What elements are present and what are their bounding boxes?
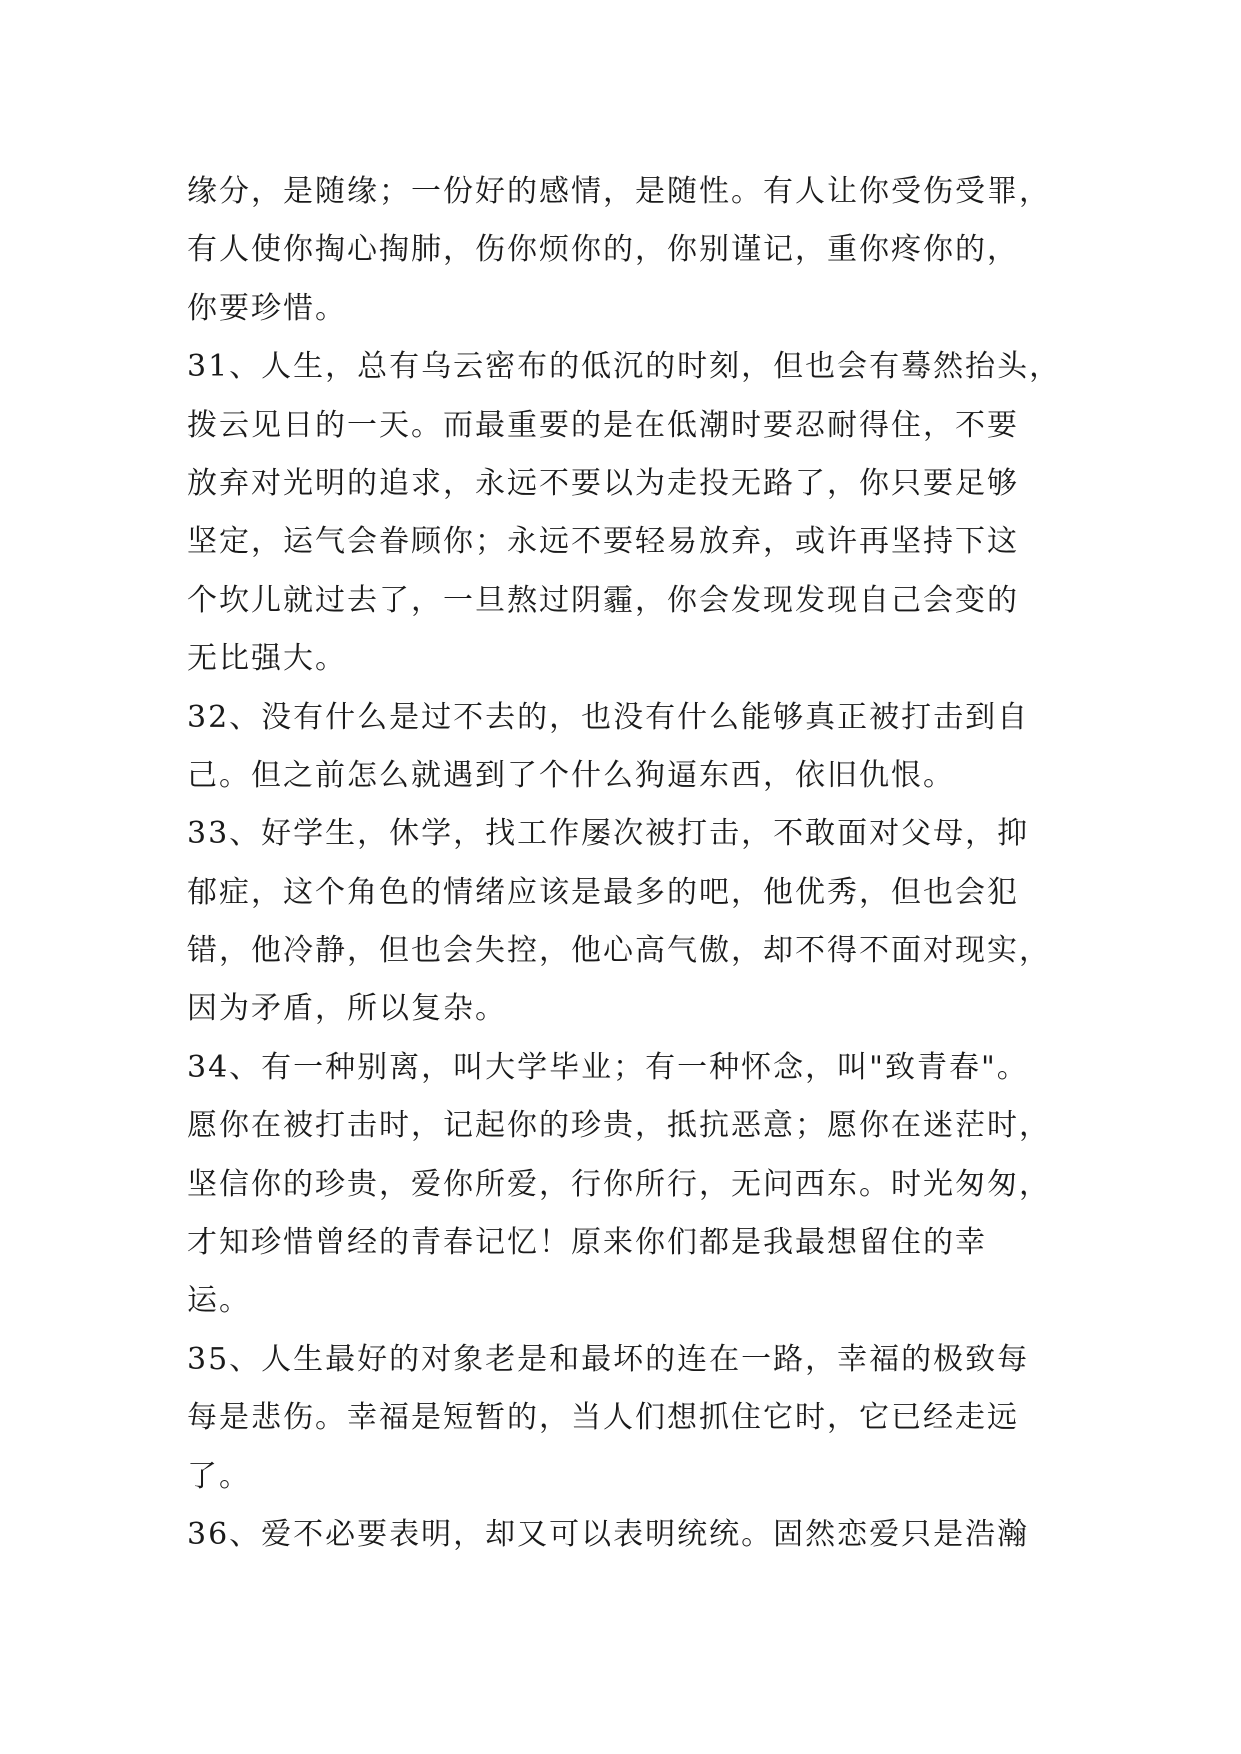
text-line: 无比强大。 — [187, 641, 347, 677]
text-line: 33、好学生，休学，找工作屡次被打击，不敢面对父母，抑 — [187, 816, 1030, 852]
text-line: 放弃对光明的追求，永远不要以为走投无路了，你只要足够 — [187, 465, 1019, 501]
text-line: 坚信你的珍贵，爱你所爱，行你所行，无问西东。时光匆匆， — [187, 1166, 1051, 1202]
text-line: 32、没有什么是过不去的，也没有什么能够真正被打击到自 — [187, 699, 1030, 735]
text-line: 个坎儿就过去了，一旦熬过阴霾，你会发现发现自己会变的 — [187, 582, 1019, 618]
text-line: 拨云见日的一天。而最重要的是在低潮时要忍耐得住，不要 — [187, 407, 1019, 443]
text-line: 31、人生，总有乌云密布的低沉的时刻，但也会有蓦然抬头， — [187, 349, 1062, 385]
text-line: 了。 — [187, 1458, 251, 1494]
text-line: 愿你在被打击时，记起你的珍贵，抵抗恶意；愿你在迷茫时， — [187, 1108, 1051, 1144]
text-line: 每是悲伤。幸福是短暂的，当人们想抓住它时，它已经走远 — [187, 1400, 1019, 1436]
text-line: 坚定，运气会眷顾你；永远不要轻易放弃，或许再坚持下这 — [187, 524, 1019, 560]
text-line: 35、人生最好的对象老是和最坏的连在一路，幸福的极致每 — [187, 1341, 1030, 1377]
document-body — [187, 163, 1087, 1564]
text-line: 才知珍惜曾经的青春记忆！原来你们都是我最想留住的幸 — [187, 1225, 987, 1261]
text-line: 郁症，这个角色的情绪应该是最多的吧，他优秀，但也会犯 — [187, 874, 1019, 910]
text-line: 因为矛盾，所以复杂。 — [187, 991, 507, 1027]
text-line: 己。但之前怎么就遇到了个什么狗逼东西，依旧仇恨。 — [187, 757, 955, 793]
text-line: 错，他冷静，但也会失控，他心高气傲，却不得不面对现实， — [187, 933, 1051, 969]
text-line: 你要珍惜。 — [187, 290, 347, 326]
text-line: 有人使你掏心掏肺，伤你烦你的，你别谨记，重你疼你的， — [187, 232, 1019, 268]
text-line: 36、爱不必要表明，却又可以表明统统。固然恋爱只是浩瀚 — [187, 1516, 1030, 1552]
text-line: 缘分，是随缘；一份好的感情，是随性。有人让你受伤受罪， — [187, 174, 1051, 209]
text-line: 34、有一种别离，叫大学毕业；有一种怀念，叫"致青春"。 — [187, 1049, 1029, 1085]
text-line: 运。 — [187, 1283, 251, 1319]
